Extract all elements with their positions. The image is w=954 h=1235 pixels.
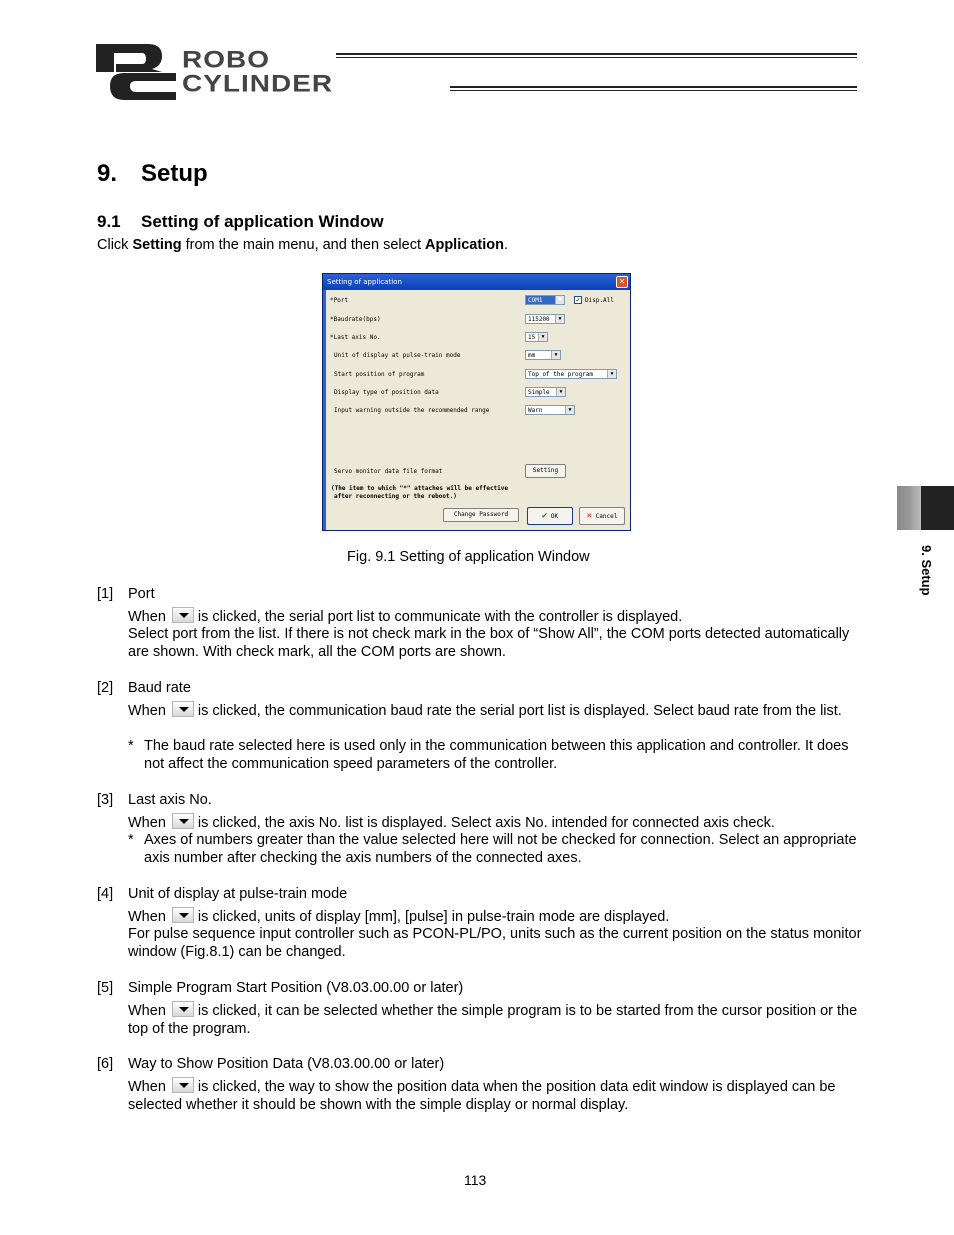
servo-monitor-label: Servo monitor data file format: [334, 468, 443, 475]
when-text: When: [128, 815, 166, 831]
input-warning-combo[interactable]: [525, 405, 575, 415]
display-type-label: Display type of position data: [334, 389, 439, 396]
when-desc: is clicked, the axis No. list is displayed. Select axis No. intended for connected axis check.: [197, 815, 775, 831]
chevron-down-icon[interactable]: ▼: [607, 370, 616, 378]
chevron-down-icon[interactable]: ▼: [555, 296, 564, 304]
input-warning-label: Input warning outside the recommended range: [334, 407, 490, 414]
dropdown-arrow-icon: [172, 607, 194, 623]
item-title: Baud rate: [128, 680, 191, 696]
item-title: Port: [128, 586, 155, 602]
item-1-when: [128, 607, 863, 626]
unit-value: mm: [528, 352, 536, 359]
when-desc: is clicked, the serial port list to communicate with the controller is displayed.: [197, 609, 683, 625]
item-6-when: [128, 1077, 863, 1114]
item-title: Last axis No.: [128, 792, 212, 808]
cancel-label: Cancel: [595, 513, 618, 520]
dialog-note-line2: after reconnecting or the reboot.): [334, 493, 457, 500]
intro-bold-setting: Setting: [132, 237, 182, 253]
dropdown-arrow-icon: [172, 1001, 194, 1017]
unit-combo[interactable]: [525, 350, 561, 360]
item-1-extra: Select port from the list. If there is not check mark in the box of “Show All”, the COM ports detected automatically are shown. With check mark, all the COM ports are shown.: [128, 626, 850, 660]
when-desc: is clicked, the communication baud rate the serial port list is displayed. Select baud rate from the list.: [197, 703, 842, 719]
section-title: Setup: [141, 160, 208, 187]
header-rule-top-thin: [336, 57, 857, 58]
side-tab-black: [921, 486, 954, 530]
display-type-combo[interactable]: [525, 387, 566, 397]
logo-robo-text: ROBO: [182, 46, 270, 73]
subsection-heading: [97, 212, 384, 232]
baudrate-label: *Baudrate(bps): [330, 316, 381, 323]
item-number: [3]: [97, 792, 114, 808]
note-asterisk: *: [128, 832, 134, 848]
note-text: The baud rate selected here is used only in the communication between this application and controller. It does not affect the communication speed parameters of the controller.: [144, 738, 849, 772]
chevron-down-icon[interactable]: ▼: [538, 333, 547, 341]
when-desc: is clicked, the way to show the position data when the position data edit window is displayed can be selected whether it should be shown with the simple display or normal display.: [128, 1079, 836, 1113]
rc-logo-mark-icon: [96, 44, 176, 100]
section-number: 9.: [97, 160, 118, 187]
baudrate-value: 115200: [528, 316, 550, 323]
section-heading: [97, 160, 208, 188]
last-axis-value: 15: [528, 334, 536, 341]
cancel-x-icon: ✕: [586, 511, 593, 521]
header-rule-bottom: [450, 86, 857, 88]
disp-all-checkbox[interactable]: ✓: [575, 296, 581, 304]
ok-button[interactable]: [527, 507, 573, 525]
header-rule-top: [336, 53, 857, 55]
when-text: When: [128, 609, 166, 625]
input-warning-value: Warn: [528, 407, 543, 414]
logo-cylinder-text: CYLINDER: [182, 70, 334, 97]
page-number: 113: [464, 1172, 487, 1188]
start-position-value: Top of the program: [528, 371, 594, 378]
setting-of-application-dialog: [322, 273, 631, 531]
item-number: [4]: [97, 886, 114, 902]
port-combo[interactable]: [525, 295, 565, 305]
item-title: Way to Show Position Data (V8.03.00.00 or later): [128, 1056, 445, 1072]
start-position-combo[interactable]: [525, 369, 617, 379]
intro-text: [97, 237, 508, 253]
intro-post: .: [503, 237, 508, 253]
last-axis-label: *Last axis No.: [330, 334, 381, 341]
item-number: [2]: [97, 680, 114, 696]
when-desc: is clicked, units of display [mm], [pulse] in pulse-train mode are displayed.: [197, 909, 670, 925]
check-icon: ✔: [541, 511, 548, 521]
item-title: Simple Program Start Position (V8.03.00.00 or later): [128, 980, 464, 996]
close-icon[interactable]: ✕: [616, 276, 628, 288]
side-tab-label: 9. Setup: [919, 545, 934, 596]
baudrate-combo[interactable]: [525, 314, 565, 324]
dialog-note-line1: (The item to which "*" attaches will be effective: [331, 485, 509, 492]
servo-setting-button[interactable]: Setting: [525, 464, 566, 478]
ok-label: OK: [550, 513, 559, 520]
chevron-down-icon[interactable]: ▼: [551, 351, 560, 359]
item-5-when: [128, 1001, 863, 1038]
last-axis-combo[interactable]: [525, 332, 548, 342]
when-text: When: [128, 703, 166, 719]
port-value: COM1: [528, 297, 543, 304]
when-text: When: [128, 909, 166, 925]
chevron-down-icon[interactable]: ▼: [556, 388, 565, 396]
dialog-title: Setting of application: [327, 278, 402, 286]
dialog-title-bar: [323, 274, 630, 290]
item-2-when: [128, 701, 863, 720]
item-3-when: [128, 813, 863, 832]
dialog-frame-edge: [323, 290, 326, 530]
subsection-number: 9.1: [97, 212, 121, 231]
chevron-down-icon[interactable]: ▼: [555, 315, 564, 323]
dropdown-arrow-icon: [172, 813, 194, 829]
chevron-down-icon[interactable]: ▼: [565, 406, 574, 414]
note-asterisk: *: [128, 738, 134, 754]
when-text: When: [128, 1079, 166, 1095]
dropdown-arrow-icon: [172, 701, 194, 717]
item-number: [6]: [97, 1056, 114, 1072]
disp-all-label: Disp.All: [585, 297, 614, 304]
unit-label: Unit of display at pulse-train mode: [334, 352, 461, 359]
item-number: [1]: [97, 586, 114, 602]
figure-caption: Fig. 9.1 Setting of application Window: [347, 549, 590, 565]
display-type-value: Simple: [528, 389, 550, 396]
intro-mid: from the main menu, and then select: [181, 237, 425, 253]
intro-bold-application: Application: [425, 237, 504, 253]
subsection-title: Setting of application Window: [141, 212, 384, 231]
item-4-extra: For pulse sequence input controller such as PCON-PL/PO, units such as the current position on the status monitor window (Fig.8.1) can be changed.: [128, 926, 862, 960]
when-desc: is clicked, it can be selected whether the simple program is to be started from the cursor position or the top of the program.: [128, 1003, 858, 1037]
side-tab-gray: [897, 486, 921, 530]
item-4-when: [128, 907, 863, 926]
intro-pre: Click: [97, 237, 133, 253]
port-label: *Port: [330, 297, 349, 304]
dropdown-arrow-icon: [172, 907, 194, 923]
item-title: Unit of display at pulse-train mode: [128, 886, 348, 902]
dropdown-arrow-icon: [172, 1077, 194, 1093]
header-rule-bottom-thin: [450, 90, 857, 91]
cancel-button[interactable]: [579, 507, 625, 525]
start-position-label: Start position of program: [334, 371, 425, 378]
note-text: Axes of numbers greater than the value selected here will not be checked for connection. Select an appropriate axis number after checking the axis numbers of the connected axes.: [144, 832, 857, 866]
change-password-button[interactable]: Change Password: [443, 508, 519, 522]
item-number: [5]: [97, 980, 114, 996]
when-text: When: [128, 1003, 166, 1019]
